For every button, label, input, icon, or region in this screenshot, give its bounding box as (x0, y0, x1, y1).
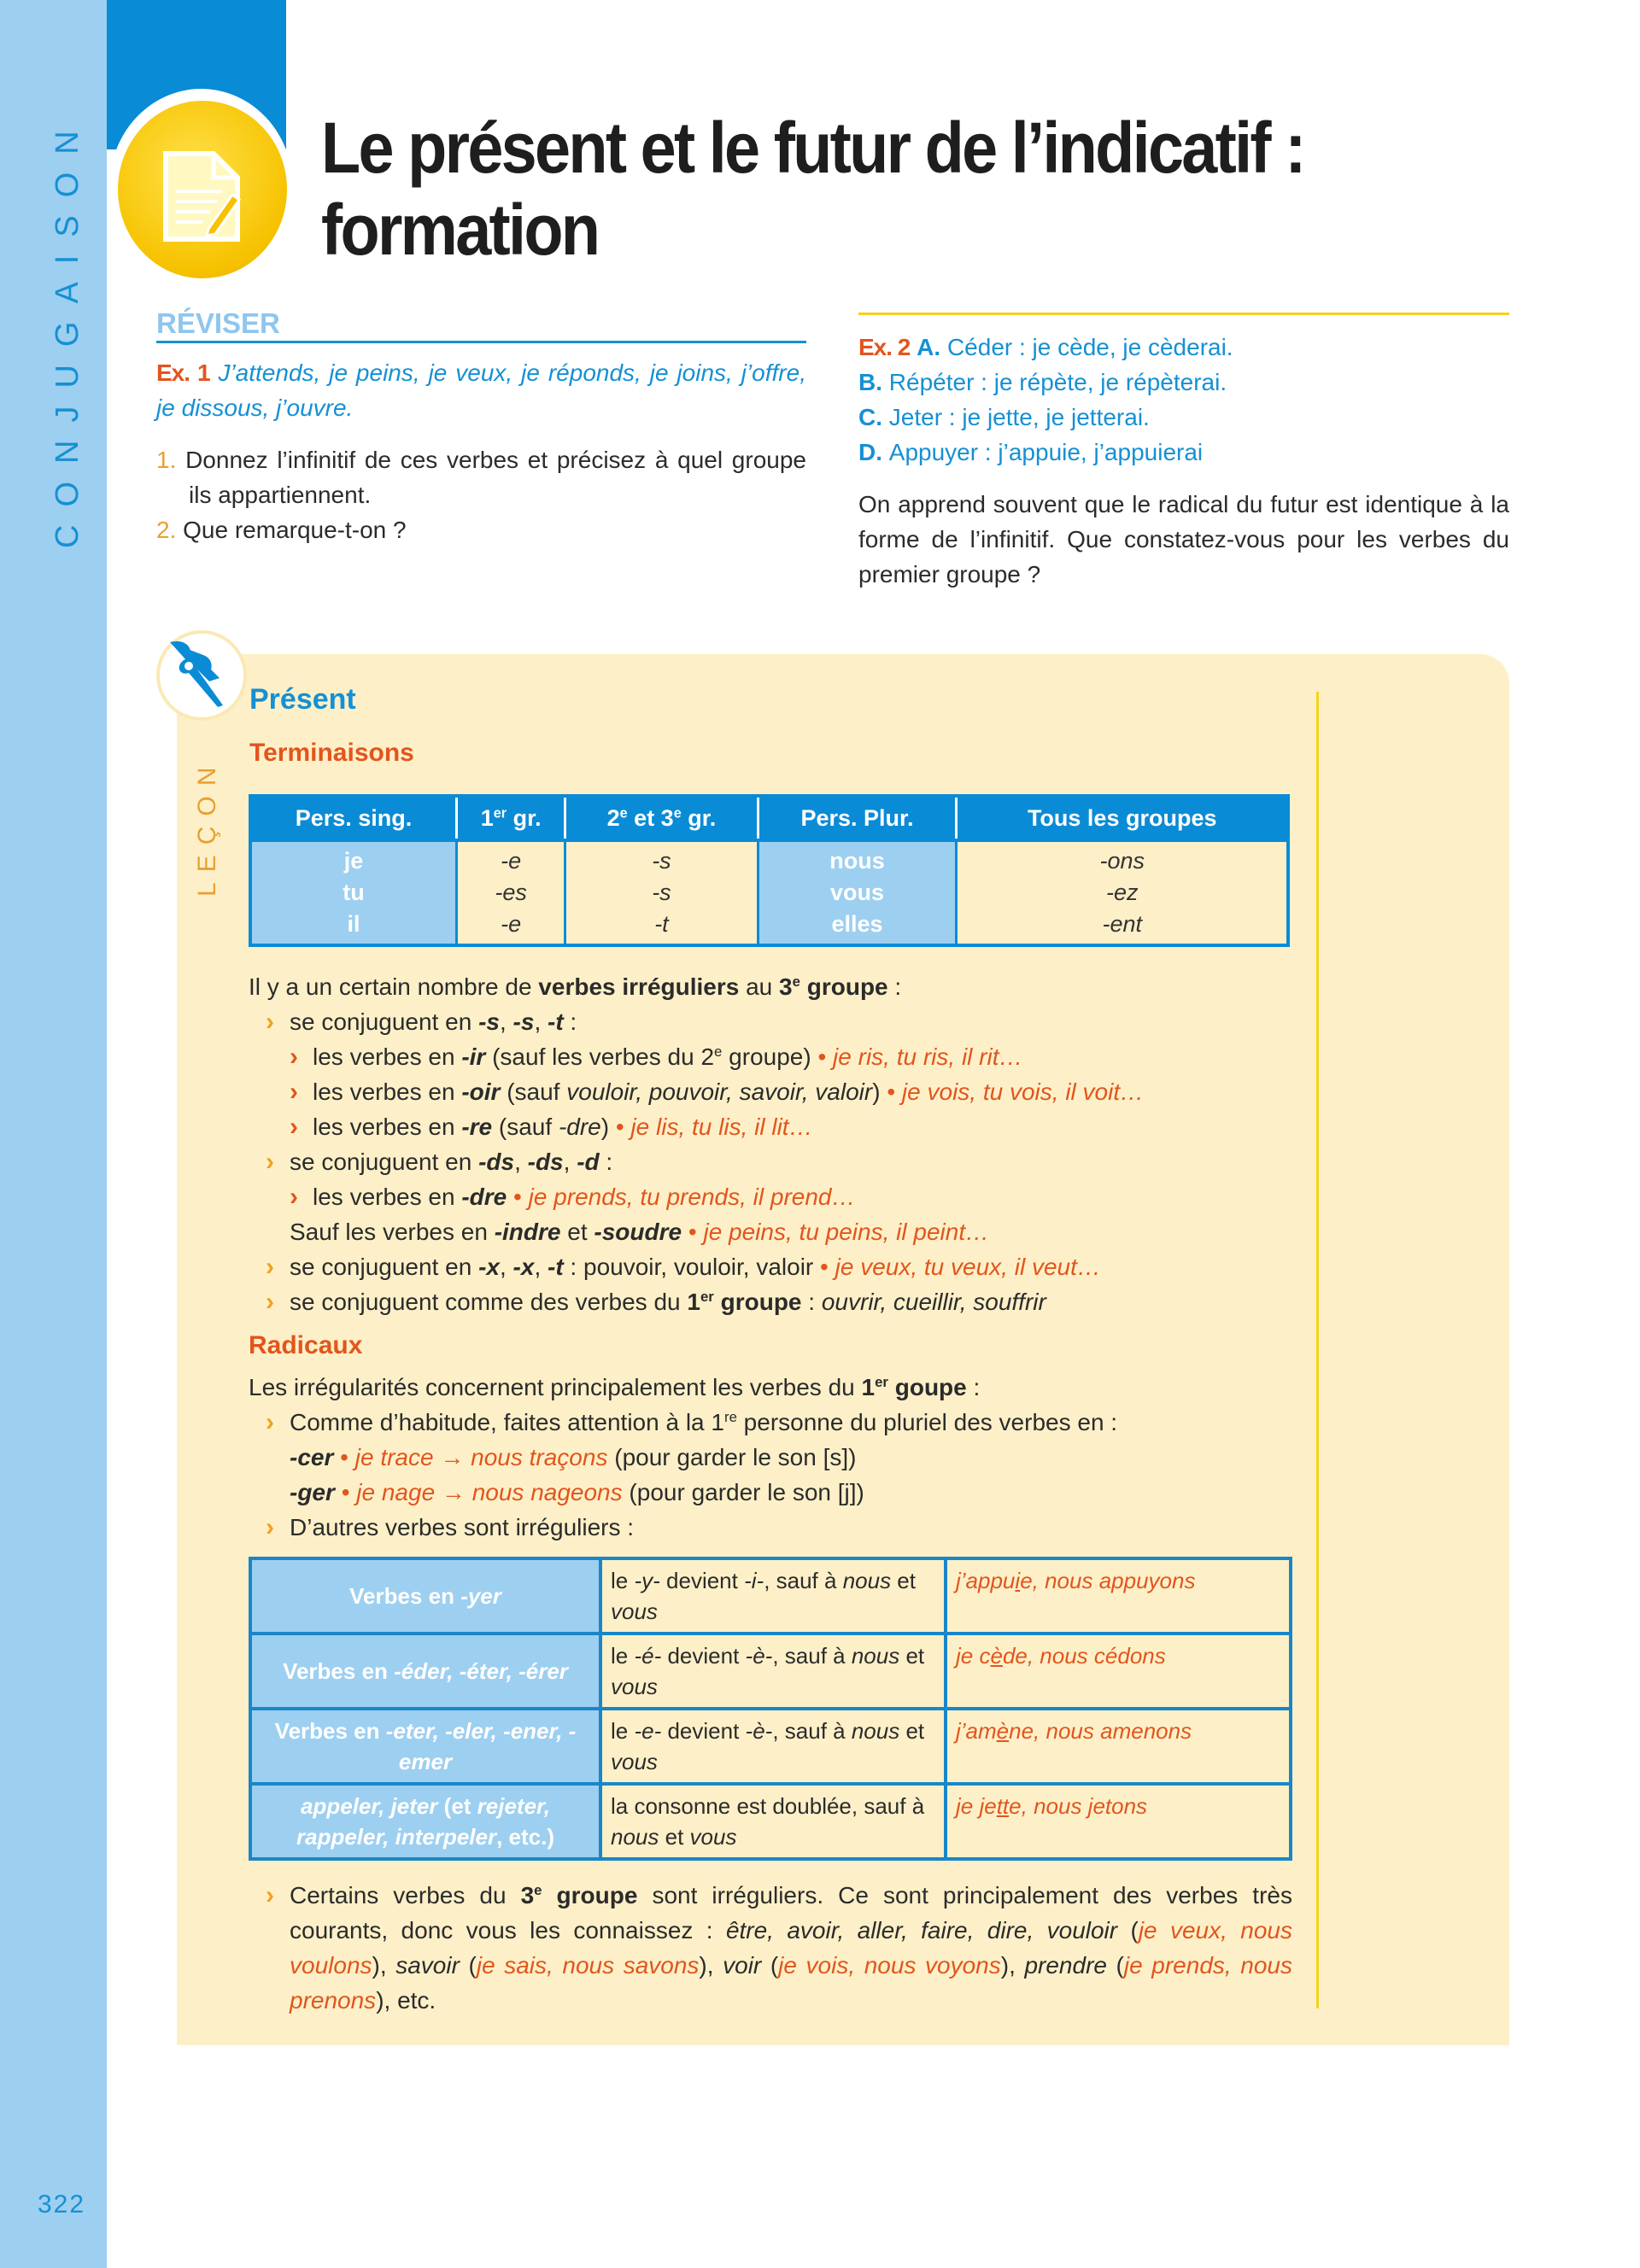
text-segment: au (739, 973, 780, 1000)
radicaux-heading: Radicaux (249, 1331, 363, 1359)
text-segment: Donnez l’infinitif de ces verbes et précisez à quel groupe ils appartiennent. (185, 447, 806, 508)
list-item (249, 1144, 1299, 1179)
text-segment: savoir (395, 1952, 460, 1979)
text-segment: groupe (713, 1289, 802, 1315)
exercise-2 (858, 330, 1509, 592)
text-segment: (sauf (492, 1114, 559, 1140)
sidebar (0, 0, 107, 2268)
fountain-pen-icon (156, 630, 247, 721)
text-segment: la consonne est doublée, sauf à (611, 1793, 925, 1819)
text-segment: è (996, 1718, 1010, 1744)
text-segment: vous (689, 1824, 737, 1850)
text-segment: -dre (461, 1184, 507, 1210)
text-segment: Appuyer : j’appuie, j’appuierai (888, 439, 1204, 465)
text-segment: • (817, 1043, 827, 1070)
text-segment: et (899, 1643, 925, 1669)
text-segment: Que remarque-t-on ? (183, 517, 407, 543)
text-segment: -oir (461, 1078, 501, 1105)
list-item (249, 1249, 1299, 1284)
text-segment: devient (661, 1643, 746, 1669)
divider (858, 313, 1509, 315)
text-segment: -ds (478, 1149, 515, 1175)
text-segment: -i- (744, 1568, 764, 1593)
text-segment: j’appu (956, 1568, 1016, 1593)
text-segment: nous traçons (464, 1444, 608, 1470)
chevron-right-icon: › (290, 1078, 298, 1106)
text-segment: 2. (156, 517, 184, 543)
text-segment: et (891, 1568, 916, 1593)
text-segment: Jeter : je jette, je jetterai. (888, 404, 1150, 430)
table-row (250, 1709, 1291, 1784)
list-item (249, 969, 1299, 1004)
table-cell (457, 840, 565, 945)
text-segment: -indre (494, 1219, 561, 1245)
text-segment: -s (512, 1008, 535, 1035)
text-segment: • (340, 1444, 348, 1470)
text-segment: je lis, tu lis, il lit… (624, 1114, 813, 1140)
cell-value: il (347, 911, 360, 937)
text-segment: appeler, jeter (301, 1793, 444, 1819)
text-segment: e (534, 1881, 542, 1898)
text-segment: le (611, 1718, 635, 1744)
text-segment: ( (1106, 1952, 1124, 1979)
text-segment: ) (872, 1078, 887, 1105)
text-segment: je prends, nous prenons (290, 1952, 1292, 2014)
text-segment: (pour garder le son [j]) (622, 1479, 864, 1505)
table-cell (565, 840, 758, 945)
text-segment: devient (661, 1718, 746, 1744)
list-item (249, 1109, 1299, 1144)
text-segment: je je (956, 1793, 997, 1819)
text-segment: Il y a un certain nombre de (249, 973, 539, 1000)
text-segment: e (714, 1043, 723, 1060)
text-segment: è (990, 1643, 1003, 1669)
text-segment: -s (478, 1008, 500, 1035)
cell-value: -ons (1099, 848, 1145, 874)
text-segment: A. (917, 334, 947, 360)
text-segment: (et (443, 1793, 477, 1819)
text-segment: Verbes en (274, 1718, 386, 1744)
endings-table (249, 794, 1290, 947)
exercise-label: Ex. 1 (156, 359, 210, 386)
list-item (249, 1878, 1292, 2018)
text-segment: • (688, 1219, 697, 1245)
text-segment: groupe (800, 973, 888, 1000)
text-segment: e, nous jetons (1009, 1793, 1148, 1819)
table-row (250, 1784, 1291, 1859)
cell-value: -s (652, 848, 671, 874)
header-text: 1 (480, 804, 494, 831)
text-segment: devient (659, 1568, 745, 1593)
text-segment: -re (461, 1114, 493, 1140)
divider (156, 341, 806, 343)
text-segment: -eter, -eler, -ener, -emer (385, 1718, 577, 1774)
chevron-right-icon: › (266, 1408, 274, 1436)
cell-value: je (343, 848, 364, 874)
chevron-right-icon: › (290, 1183, 298, 1211)
text-segment: -è- (745, 1718, 773, 1744)
text-segment: vous (611, 1674, 658, 1699)
cell-value: -es (495, 880, 527, 905)
text-segment: -y- (634, 1568, 660, 1593)
text-segment: • (341, 1479, 350, 1505)
margin-line (1316, 692, 1319, 2008)
page-number: 322 (38, 2190, 86, 2218)
text-segment: -dre (558, 1114, 601, 1140)
list-item (249, 1405, 1299, 1440)
text-segment: -e- (634, 1718, 662, 1744)
text-segment: -éder, -éter, -érer (394, 1658, 568, 1684)
text-segment (507, 1184, 513, 1210)
text-segment: ne, nous amenons (1009, 1718, 1192, 1744)
text-segment: je c (956, 1643, 991, 1669)
table-cell (250, 1784, 600, 1859)
text-segment: : (599, 1149, 613, 1175)
text-segment: -soudre (594, 1219, 682, 1245)
text-segment: et (899, 1718, 925, 1744)
text-segment: de, nous cédons (1002, 1643, 1166, 1669)
text-segment: C. (858, 404, 889, 430)
text-segment (333, 1444, 340, 1470)
cell-value: vous (829, 880, 884, 905)
text-segment: 1 (687, 1289, 700, 1315)
text-segment: , (499, 1254, 513, 1280)
column-header (565, 796, 758, 840)
header-text: et 3 (627, 804, 674, 831)
text-segment: -t (548, 1254, 564, 1280)
exercise-item (858, 435, 1509, 470)
table-cell (250, 1558, 600, 1634)
text-segment: • (820, 1254, 829, 1280)
list-item (249, 1284, 1299, 1319)
text-segment: je prends, tu prends, il prend… (521, 1184, 856, 1210)
text-segment: le (611, 1643, 635, 1669)
text-segment: vous (611, 1599, 658, 1624)
text-segment: i (1015, 1568, 1021, 1593)
text-segment: ( (459, 1952, 477, 1979)
text-segment: D’autres verbes sont irréguliers : (290, 1514, 635, 1540)
chevron-right-icon: › (266, 1253, 274, 1281)
table-cell (946, 1709, 1291, 1784)
text-segment: -d (577, 1149, 600, 1175)
text-segment (335, 1479, 342, 1505)
text-segment: nous (851, 1643, 900, 1669)
text-segment: je vois, nous voyons (778, 1952, 1001, 1979)
text-segment: J’attends, je peins, je veux, je réponds, je joins, j’offre, je dissous, j’ouvre. (156, 359, 806, 421)
text-segment: : (887, 973, 902, 1000)
text-segment: le (611, 1568, 635, 1593)
chevron-right-icon: › (266, 1513, 274, 1541)
exercise-label: Ex. 2 (858, 334, 911, 360)
title-line-2: formation (321, 190, 599, 270)
text-segment: se conjuguent en (290, 1254, 479, 1280)
text-segment: sont irréguliers. Ce sont principalement des verbes très courants, donc vous les connaissez : (290, 1882, 1292, 1944)
text-segment: , sauf à (772, 1643, 852, 1669)
text-segment: se conjuguent comme des verbes du (290, 1289, 688, 1315)
text-segment: -cer (290, 1444, 334, 1470)
text-segment: e, nous appuyons (1020, 1568, 1196, 1593)
text-segment: Répéter : je répète, je répèterai. (888, 369, 1227, 395)
table-cell (946, 1784, 1291, 1859)
cell-value: -ent (1102, 911, 1142, 937)
text-segment: -x (478, 1254, 500, 1280)
text-segment: • (615, 1114, 624, 1140)
text-segment: je trace (348, 1444, 441, 1470)
text-segment: et (659, 1824, 690, 1850)
text-segment: ), (699, 1952, 723, 1979)
header-text: e (673, 804, 682, 821)
column-header (250, 796, 457, 840)
text-segment: goupe (887, 1374, 967, 1400)
cell-value: -e (501, 848, 522, 874)
exercise-item (858, 365, 1509, 400)
text-segment: 1 (861, 1374, 876, 1400)
present-heading: Présent (249, 683, 356, 716)
cell-value: -t (654, 911, 669, 937)
text-segment: groupe (542, 1882, 638, 1909)
column-header (758, 796, 957, 840)
text-segment: e (792, 973, 800, 990)
text-segment: se conjuguent en (290, 1149, 479, 1175)
header-text: e (619, 804, 628, 821)
text-segment: ( (1117, 1917, 1139, 1944)
header-text: er (493, 804, 507, 821)
table-cell (600, 1784, 946, 1859)
cell-value: tu (343, 880, 365, 905)
text-segment: vouloir, pouvoir, savoir, valoir (566, 1078, 873, 1105)
cell-value: -e (501, 911, 522, 937)
cell-value: elles (831, 911, 883, 937)
header-text: Tous les groupes (1027, 804, 1217, 831)
text-segment: les verbes en (313, 1184, 462, 1210)
text-segment: -ds (527, 1149, 564, 1175)
cell-value: nous (829, 848, 885, 874)
text-segment: tt (996, 1793, 1010, 1819)
text-segment: Sauf les verbes en (290, 1219, 495, 1245)
text-segment: Certains verbes du (290, 1882, 521, 1909)
text-segment: ), etc. (376, 1987, 436, 2014)
text-segment: , (514, 1149, 528, 1175)
text-segment: Les irrégularités concernent principalement les verbes du (249, 1374, 862, 1400)
text-segment: , (534, 1254, 548, 1280)
lesson-body (249, 969, 1299, 2018)
list-item (249, 1179, 1299, 1214)
text-segment: : (563, 1008, 577, 1035)
text-segment: les verbes en (313, 1114, 462, 1140)
text-segment: nous nageons (465, 1479, 623, 1505)
text-segment: j’am (956, 1718, 997, 1744)
exercise-question: On apprend souvent que le radical du futur est identique à la forme de l’infinitif. Que constatez-vous pour les verbes du premier groupe ? (858, 491, 1509, 587)
text-segment: , sauf à (772, 1718, 852, 1744)
list-item (249, 1510, 1299, 1545)
header-text: Pers. Plur. (800, 804, 914, 831)
document-pencil-icon (118, 101, 287, 278)
table-cell (946, 1634, 1291, 1709)
text-segment: -yer (460, 1583, 501, 1609)
text-segment: nous (611, 1824, 659, 1850)
text-segment: je peins, tu peins, il peint… (696, 1219, 990, 1245)
page-title (321, 107, 1474, 271)
text-segment: se conjuguent en (290, 1008, 479, 1035)
text-segment: • (887, 1078, 896, 1105)
chevron-right-icon: › (266, 1881, 274, 1909)
text-segment: (sauf les verbes du 2 (485, 1043, 715, 1070)
text-segment: ), (1000, 1952, 1025, 1979)
title-line-1: Le présent et le futur de l’indicatif : (321, 108, 1304, 188)
chevron-right-icon: › (290, 1113, 298, 1141)
reviser-heading: RÉVISER (156, 307, 280, 339)
list-item (249, 1004, 1299, 1039)
list-item (249, 1475, 1299, 1510)
list-item (249, 1214, 1299, 1249)
text-segment: , (563, 1149, 577, 1175)
text-segment: Comme d’habitude, faites attention à la 1 (290, 1409, 724, 1435)
text-segment: er (875, 1373, 888, 1390)
table-row (250, 1558, 1291, 1634)
text-segment: , etc.) (496, 1824, 555, 1850)
table-cell (600, 1709, 946, 1784)
header-text: 2 (606, 804, 620, 831)
terminaisons-heading: Terminaisons (249, 739, 414, 767)
question-list (156, 442, 806, 547)
header-text: gr. (507, 804, 542, 831)
cell-value: -ez (1105, 880, 1139, 905)
text-segment: -ger (290, 1479, 335, 1505)
text-segment: je nage (349, 1479, 442, 1505)
section-label: CONJUGAISON (50, 113, 85, 548)
text-segment: : (966, 1374, 981, 1400)
text-segment: ) (600, 1114, 616, 1140)
table-cell (250, 840, 457, 945)
text-segment: Verbes en (349, 1583, 461, 1609)
list-item (249, 1074, 1299, 1109)
text-segment: je veux, tu veux, il veut… (828, 1254, 1101, 1280)
text-segment: je ris, tu ris, il rit… (826, 1043, 1023, 1070)
text-segment: nous (851, 1718, 900, 1744)
text-segment: les verbes en (313, 1078, 462, 1105)
column-header (957, 796, 1288, 840)
text-segment: : (801, 1289, 822, 1315)
text-segment: ouvrir, cueillir, souffrir (821, 1289, 1046, 1315)
text-segment: être, avoir, aller, faire, dire, vouloir (725, 1917, 1118, 1944)
table-cell (758, 840, 957, 945)
text-segment: 3 (520, 1882, 535, 1909)
chevron-right-icon: › (266, 1008, 274, 1036)
text-segment: : pouvoir, vouloir, valoir (563, 1254, 821, 1280)
text-segment: , (499, 1008, 513, 1035)
text-segment: je veux, nous voulons (290, 1917, 1292, 1979)
text-segment: ), (372, 1952, 396, 1979)
text-segment: (sauf (500, 1078, 567, 1105)
cell-value: -s (652, 880, 671, 905)
text-segment: prendre (1024, 1952, 1107, 1979)
chevron-right-icon: › (266, 1148, 274, 1176)
text-segment: → (440, 1444, 465, 1470)
table-cell (600, 1558, 946, 1634)
text-segment: nous (842, 1568, 892, 1593)
text-segment: 1. (156, 447, 186, 473)
text-segment: rejeter, rappeler, interpeler (296, 1793, 550, 1850)
text-segment: personne du pluriel des verbes en : (736, 1409, 1118, 1435)
text-segment: er (700, 1288, 714, 1305)
list-item (249, 1440, 1299, 1475)
text-segment: verbes irréguliers (538, 973, 740, 1000)
header-text: Pers. sing. (295, 804, 413, 831)
text-segment: je vois, tu vois, il voit… (895, 1078, 1145, 1105)
chevron-right-icon: › (266, 1288, 274, 1316)
table-cell (250, 1634, 600, 1709)
table-cell (946, 1558, 1291, 1634)
text-segment: , (534, 1008, 548, 1035)
exercise-1 (156, 355, 806, 547)
table-cell (957, 840, 1288, 945)
text-segment: Céder : je cède, je cèderai. (946, 334, 1233, 360)
text-segment (682, 1219, 688, 1245)
question-item (156, 512, 806, 547)
text-segment: • (513, 1184, 522, 1210)
text-segment: voir (723, 1952, 762, 1979)
text-segment: -t (548, 1008, 564, 1035)
text-segment: -è- (745, 1643, 773, 1669)
text-segment: re (723, 1408, 737, 1425)
list-item (249, 1370, 1299, 1405)
list-item (249, 1039, 1299, 1074)
text-segment: les verbes en (313, 1043, 462, 1070)
text-segment: groupe) (722, 1043, 818, 1070)
text-segment: vous (611, 1749, 658, 1774)
text-segment: et (560, 1219, 594, 1245)
text-segment: , sauf à (764, 1568, 843, 1593)
text-segment: Verbes en (283, 1658, 395, 1684)
text-segment: -x (512, 1254, 535, 1280)
table-cell (600, 1634, 946, 1709)
header-text: gr. (681, 804, 717, 831)
text-segment: -é- (634, 1643, 662, 1669)
text-segment: B. (858, 369, 889, 395)
text-segment: (pour garder le son [s]) (607, 1444, 857, 1470)
table-row (250, 1634, 1291, 1709)
text-segment: ( (761, 1952, 779, 1979)
text-segment: -ir (461, 1043, 486, 1070)
text-segment: → (441, 1479, 466, 1505)
table-cell (250, 1709, 600, 1784)
text-segment: 3 (779, 973, 793, 1000)
irregular-stems-table (249, 1557, 1292, 1861)
text-segment: je sais, nous savons (476, 1952, 700, 1979)
exercise-item (858, 400, 1509, 435)
chevron-right-icon: › (290, 1043, 298, 1071)
lesson-label: LEÇON (193, 757, 221, 897)
text-segment: D. (858, 439, 889, 465)
question-item (156, 442, 806, 512)
column-header (457, 796, 565, 840)
